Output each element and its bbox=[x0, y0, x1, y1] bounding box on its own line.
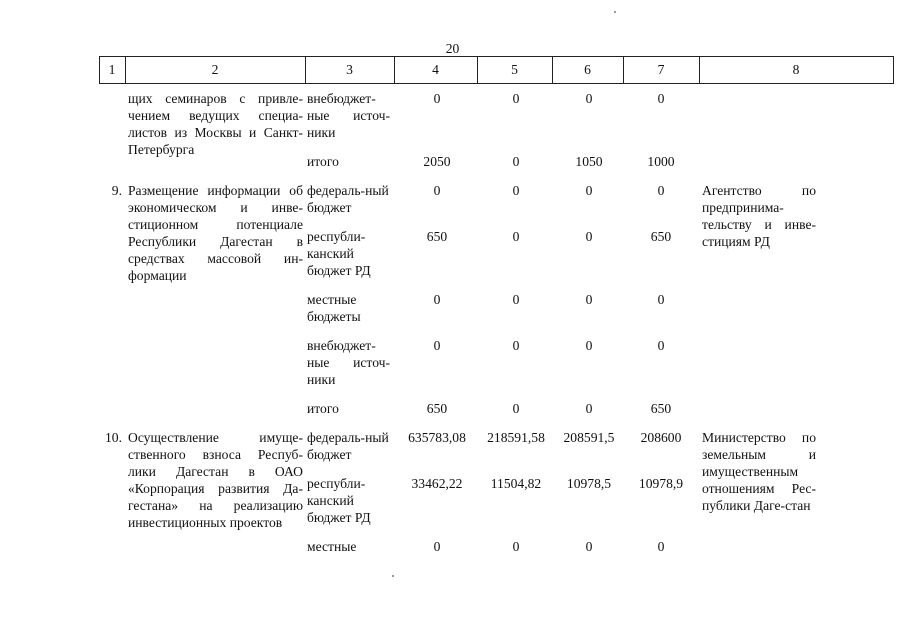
value-col-5: 0 bbox=[512, 229, 520, 244]
value-col-5: 0 bbox=[512, 338, 520, 353]
funding-source: местные бюджеты bbox=[307, 292, 361, 324]
value-col-4: 0 bbox=[433, 183, 441, 198]
funding-source: местные bbox=[307, 539, 357, 554]
funding-source: итого bbox=[307, 401, 339, 416]
value-col-6: 10978,5 bbox=[566, 476, 612, 491]
value-col-7: 10978,9 bbox=[638, 476, 684, 491]
value-col-6: 0 bbox=[585, 229, 593, 244]
funding-source: федераль-ный бюджет bbox=[307, 183, 389, 215]
value-col-5: 0 bbox=[512, 154, 520, 169]
value-col-6: 0 bbox=[585, 539, 593, 554]
row-number: 9. bbox=[111, 183, 122, 198]
value-col-7: 0 bbox=[657, 183, 665, 198]
value-col-7: 0 bbox=[657, 292, 665, 307]
value-col-4: 0 bbox=[433, 539, 441, 554]
value-col-4: 650 bbox=[426, 229, 448, 244]
value-col-5: 0 bbox=[512, 91, 520, 106]
funding-source: внебюджет-ные источ-ники bbox=[307, 338, 390, 387]
value-col-4: 0 bbox=[433, 292, 441, 307]
value-col-5: 0 bbox=[512, 539, 520, 554]
page-number: 20 bbox=[445, 41, 460, 56]
value-col-4: 33462,22 bbox=[411, 476, 463, 491]
value-col-5: 0 bbox=[512, 401, 520, 416]
header-top-rule bbox=[99, 56, 894, 57]
value-col-7: 0 bbox=[657, 539, 665, 554]
executor: Агентство по предпринима-тельству и инве-стициям РД bbox=[702, 183, 816, 249]
value-col-6: 0 bbox=[585, 91, 593, 106]
header-col-3: 3 bbox=[346, 62, 353, 77]
measure-description: щих семинаров с привле-чением ведущих специа-листов из Москвы и Санкт-Петербурга bbox=[128, 91, 303, 157]
scan-speck bbox=[392, 575, 394, 577]
value-col-5: 11504,82 bbox=[490, 476, 542, 491]
value-col-4: 2050 bbox=[423, 154, 451, 169]
value-col-7: 208600 bbox=[640, 430, 682, 445]
funding-source: внебюджет-ные источ-ники bbox=[307, 91, 390, 140]
value-col-7: 650 bbox=[650, 229, 672, 244]
value-col-5: 218591,58 bbox=[487, 430, 545, 445]
value-col-6: 208591,5 bbox=[563, 430, 615, 445]
header-bottom-rule bbox=[99, 83, 894, 84]
header-divider bbox=[893, 56, 894, 83]
value-col-4: 0 bbox=[433, 338, 441, 353]
header-col-7: 7 bbox=[657, 62, 665, 77]
funding-source: республи-канский бюджет РД bbox=[307, 476, 371, 525]
value-col-6: 0 bbox=[585, 292, 593, 307]
value-col-4: 0 bbox=[433, 91, 441, 106]
value-col-6: 0 bbox=[585, 338, 593, 353]
header-col-8: 8 bbox=[792, 62, 800, 77]
value-col-5: 0 bbox=[512, 292, 520, 307]
executor: Министерство по земельным и имущественным отношениям Рес-публики Даге-стан bbox=[702, 430, 816, 513]
header-col-4: 4 bbox=[432, 62, 439, 77]
funding-source: федераль-ный бюджет bbox=[307, 430, 389, 462]
header-col-1: 1 bbox=[108, 62, 116, 77]
value-col-7: 0 bbox=[657, 338, 665, 353]
value-col-6: 0 bbox=[585, 401, 593, 416]
value-col-6: 0 bbox=[585, 183, 593, 198]
measure-description: Осуществление имуще-ственного взноса Респуб-лики Дагестан в ОАО «Корпорация развития Да-гестана» на реализацию инвестиционных проектов bbox=[128, 430, 303, 530]
header-col-6: 6 bbox=[584, 62, 591, 77]
value-col-7: 650 bbox=[650, 401, 672, 416]
value-col-4: 650 bbox=[426, 401, 448, 416]
row-number: 10. bbox=[105, 430, 122, 445]
value-col-5: 0 bbox=[512, 183, 520, 198]
header-col-2: 2 bbox=[211, 62, 219, 77]
value-col-7: 1000 bbox=[647, 154, 675, 169]
value-col-4: 635783,08 bbox=[408, 430, 466, 445]
scan-speck bbox=[614, 11, 616, 13]
funding-source: итого bbox=[307, 154, 339, 169]
value-col-6: 1050 bbox=[575, 154, 603, 169]
header-col-5: 5 bbox=[511, 62, 518, 77]
funding-source: республи-канский бюджет РД bbox=[307, 229, 371, 278]
measure-description: Размещение информации об экономическом и инве-стиционном потенциале Республики Дагестан в средствах массовой ин-формации bbox=[128, 183, 303, 283]
value-col-7: 0 bbox=[657, 91, 665, 106]
